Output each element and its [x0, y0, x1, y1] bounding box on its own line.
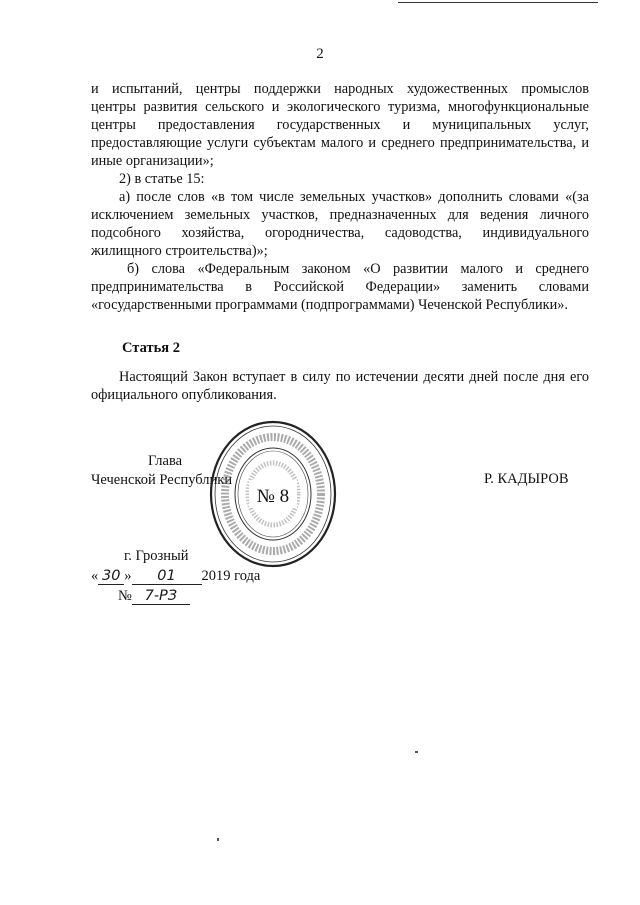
official-seal — [208, 418, 338, 570]
paragraph-2: центры развития сельского и экологического туризма, многофункциональные центры предоставления государственных и муниципальных услуг, предоставляющие услуги субъектам малого и среднего предпринимательства, и иные организации»; — [91, 99, 589, 169]
article-paragraph: Настоящий Закон вступает в силу по истечении десяти дней после дня его официального опубликования. — [91, 369, 589, 403]
paragraph-5: б) слова «Федеральным законом «О развитии малого и среднего предпринимательства в Российской Федерации» заменить словами «государственными программами (подпрограммами) Чеченской Республики». — [91, 261, 589, 313]
date-quote-close: » — [124, 568, 132, 584]
scan-speck — [217, 838, 219, 841]
document-body — [91, 80, 589, 314]
page-number: 2 — [316, 46, 324, 62]
signatory-name: Р. КАДЫРОВ — [484, 471, 569, 487]
date-quote-open: « — [91, 568, 99, 584]
paragraph-1: и испытаний, центры поддержки народных художественных промыслов — [91, 81, 589, 97]
date-year: 2019 года — [201, 568, 261, 584]
paragraph-3: 2) в статье 15: — [119, 171, 205, 187]
law-number — [118, 588, 190, 605]
scan-speck — [415, 751, 418, 753]
seal-number: № 8 — [256, 486, 290, 507]
law-number-value: 7-РЗ — [132, 589, 190, 605]
paragraph-4: а) после слов «в том числе земельных участков» дополнить словами «(за исключением земельных участков, предназначенных для ведения личного подсобного хозяйства, огородничества, садоводства, индивидуального жилищного строительства)»; — [91, 189, 589, 259]
signatory-title-line-1: Глава — [148, 453, 183, 469]
top-border-line — [398, 2, 598, 3]
signing-date — [91, 568, 260, 585]
article-text — [91, 368, 589, 404]
date-month: 01 — [132, 569, 202, 585]
city: г. Грозный — [124, 548, 189, 564]
article-heading: Статья 2 — [122, 340, 180, 356]
signatory-title-line-2: Чеченской Республики — [91, 472, 233, 488]
law-number-prefix: № — [118, 588, 132, 604]
date-day: 30 — [98, 569, 124, 585]
